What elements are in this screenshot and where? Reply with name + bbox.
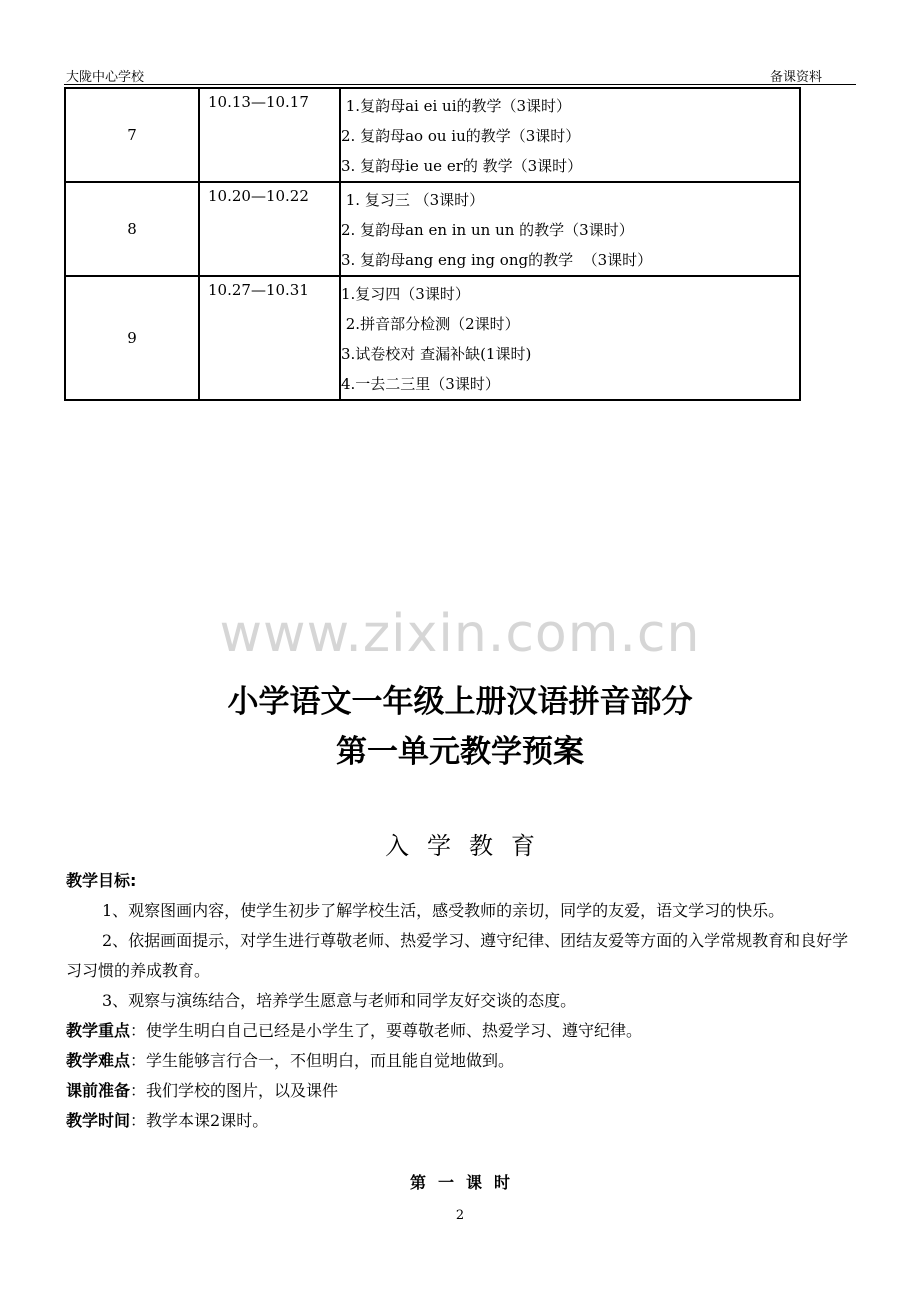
table-row bbox=[65, 276, 800, 400]
content-cell bbox=[340, 276, 800, 400]
week-cell: 8 bbox=[65, 182, 199, 276]
schedule-table bbox=[64, 87, 801, 401]
lesson-title: 入学教育 bbox=[385, 832, 553, 860]
period-heading: 第一课时 bbox=[409, 1173, 522, 1192]
key-point-line bbox=[66, 1016, 856, 1046]
schedule-item: 1. 复习三 （3课时） bbox=[341, 191, 485, 209]
goal-item: 1、观察图画内容，使学生初步了解学校生活，感受教师的亲切，同学的友爱，语文学习的快乐。 bbox=[102, 901, 785, 920]
document-title: 小学语文一年级上册汉语拼音部分 bbox=[227, 684, 693, 720]
schedule-item: 1.复习四（3课时） bbox=[341, 285, 470, 303]
goal-item: 3、观察与演练结合，培养学生愿意与老师和同学友好交谈的态度。 bbox=[102, 991, 577, 1010]
schedule-item: 2. 复韵母an en in un un 的教学（3课时） bbox=[341, 221, 634, 239]
prep-line bbox=[66, 1076, 856, 1106]
schedule-item: 4.一去二三里（3课时） bbox=[341, 375, 500, 393]
schedule-item: 2.拼音部分检测（2课时） bbox=[341, 315, 520, 333]
difficulty-text: ：学生能够言行合一，不但明白，而且能自觉地做到。 bbox=[130, 1051, 515, 1070]
table-row bbox=[65, 88, 800, 182]
key-point-label: 教学重点 bbox=[66, 1021, 131, 1040]
date-cell: 10.27—10.31 bbox=[199, 276, 340, 400]
header-doc-type: 备课资料 bbox=[770, 70, 823, 85]
lesson-body bbox=[66, 866, 856, 1136]
difficulty-label: 教学难点 bbox=[66, 1051, 131, 1070]
goal-item: 2、依据画面提示，对学生进行尊敬老师、热爱学习、遵守纪律、团结友爱等方面的入学常规教育和良好学习习惯的养成教育。 bbox=[66, 931, 849, 980]
week-cell: 9 bbox=[65, 276, 199, 400]
week-cell: 7 bbox=[65, 88, 199, 182]
content-cell bbox=[340, 182, 800, 276]
table-row bbox=[65, 182, 800, 276]
schedule-item: 3. 复韵母ie ue er的 教学（3课时） bbox=[341, 157, 583, 175]
time-text: ：教学本课2课时。 bbox=[130, 1111, 269, 1130]
content-cell bbox=[340, 88, 800, 182]
time-label: 教学时间 bbox=[66, 1111, 131, 1130]
header-school: 大陇中心学校 bbox=[66, 70, 145, 85]
page-number: 2 bbox=[455, 1208, 465, 1223]
watermark: www.zixin.com.cn bbox=[219, 604, 701, 664]
prep-text: ：我们学校的图片，以及课件 bbox=[130, 1081, 339, 1100]
date-cell: 10.13—10.17 bbox=[199, 88, 340, 182]
difficulty-line bbox=[66, 1046, 856, 1076]
schedule-item: 2. 复韵母ao ou iu的教学（3课时） bbox=[341, 127, 581, 145]
schedule-item: 3.试卷校对 查漏补缺(1课时) bbox=[341, 345, 532, 363]
header-rule bbox=[64, 84, 856, 85]
document-subtitle: 第一单元教学预案 bbox=[336, 734, 584, 770]
date-cell: 10.20—10.22 bbox=[199, 182, 340, 276]
schedule-item: 3. 复韵母ang eng ing ong的教学 （3课时） bbox=[341, 251, 653, 269]
time-line bbox=[66, 1106, 856, 1136]
prep-label: 课前准备 bbox=[66, 1081, 131, 1100]
goals-label: 教学目标: bbox=[66, 871, 137, 890]
schedule-item: 1.复韵母ai ei ui的教学（3课时） bbox=[341, 97, 572, 115]
key-point-text: ：使学生明白自己已经是小学生了，要尊敬老师、热爱学习、遵守纪律。 bbox=[130, 1021, 643, 1040]
